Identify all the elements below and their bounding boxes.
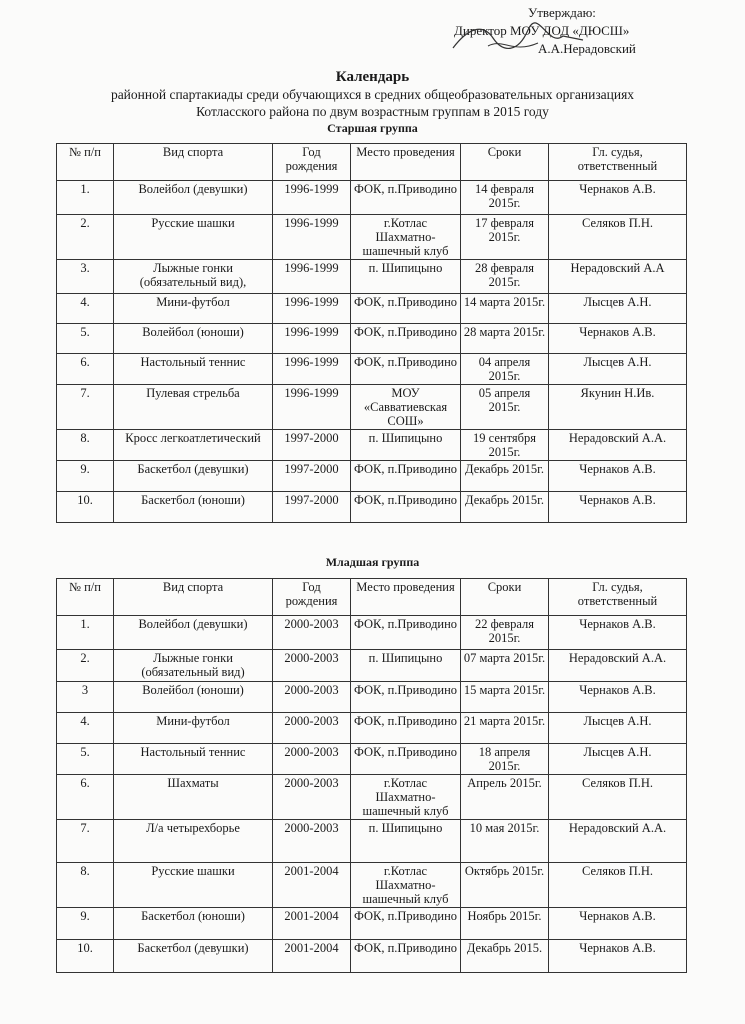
- cell-sport: Настольный теннис: [114, 744, 273, 775]
- cell-judge: Чернаков А.В.: [549, 616, 687, 650]
- table-row: [57, 430, 687, 461]
- cell-year: 2000-2003: [273, 713, 351, 744]
- cell-year: 2000-2003: [273, 616, 351, 650]
- cell-year: 2000-2003: [273, 820, 351, 863]
- cell-dates: Апрель 2015г.: [461, 775, 549, 820]
- approval-position: Директор МОУ ДОД «ДЮСШ»: [454, 23, 630, 38]
- cell-dates: Декабрь 2015г.: [461, 461, 549, 492]
- table-row: [57, 294, 687, 324]
- cell-sport: Шахматы: [114, 775, 273, 820]
- header-dates: Сроки: [461, 144, 549, 181]
- header-sport: Вид спорта: [114, 579, 273, 616]
- cell-year: 1996-1999: [273, 181, 351, 215]
- cell-sport: Мини-футбол: [114, 294, 273, 324]
- cell-judge: Селяков П.Н.: [549, 215, 687, 260]
- cell-judge: Селяков П.Н.: [549, 863, 687, 908]
- cell-num: 6.: [57, 354, 114, 385]
- cell-num: 3: [57, 682, 114, 713]
- cell-num: 1.: [57, 616, 114, 650]
- cell-place: п. Шипицыно: [351, 260, 461, 294]
- table-row: [57, 908, 687, 940]
- table-row: [57, 492, 687, 523]
- title-line-1: районной спартакиады среди обучающихся в средних общеобразовательных организациях: [110, 87, 635, 102]
- cell-place: ФОК, п.Приводино: [351, 908, 461, 940]
- cell-place: п. Шипицыно: [351, 650, 461, 682]
- cell-place: г.Котлас Шахматно-шашечный клуб: [351, 775, 461, 820]
- table-row: [57, 713, 687, 744]
- cell-dates: 22 февраля 2015г.: [461, 616, 549, 650]
- header-dates: Сроки: [461, 579, 549, 616]
- junior-schedule-table: [56, 578, 687, 973]
- cell-num: 5.: [57, 324, 114, 354]
- approval-label: Утверждаю:: [528, 5, 596, 20]
- cell-dates: Декабрь 2015г.: [461, 492, 549, 523]
- cell-judge: Нерадовский А.А: [549, 260, 687, 294]
- document-title: [0, 68, 745, 136]
- cell-dates: 28 марта 2015г.: [461, 324, 549, 354]
- cell-place: МОУ «Савватиевская СОШ»: [351, 385, 461, 430]
- table-header-row: [57, 144, 687, 181]
- cell-judge: Лысцев А.Н.: [549, 294, 687, 324]
- cell-place: г.Котлас Шахматно-шашечный клуб: [351, 863, 461, 908]
- senior-schedule-table: [56, 143, 687, 523]
- cell-judge: Лысцев А.Н.: [549, 354, 687, 385]
- cell-sport: Пулевая стрельба: [114, 385, 273, 430]
- cell-sport: Русские шашки: [114, 215, 273, 260]
- cell-sport: Волейбол (юноши): [114, 682, 273, 713]
- cell-place: ФОК, п.Приводино: [351, 744, 461, 775]
- table-row: [57, 650, 687, 682]
- cell-sport: Лыжные гонки (обязательный вид): [114, 650, 273, 682]
- cell-sport: Баскетбол (юноши): [114, 492, 273, 523]
- cell-dates: 21 марта 2015г.: [461, 713, 549, 744]
- cell-judge: Нерадовский А.А.: [549, 820, 687, 863]
- cell-sport: Настольный теннис: [114, 354, 273, 385]
- table-row: [57, 820, 687, 863]
- cell-year: 2000-2003: [273, 775, 351, 820]
- cell-sport: Баскетбол (девушки): [114, 940, 273, 973]
- cell-num: 8.: [57, 430, 114, 461]
- cell-num: 10.: [57, 492, 114, 523]
- table-row: [57, 260, 687, 294]
- cell-place: ФОК, п.Приводино: [351, 461, 461, 492]
- cell-num: 2.: [57, 215, 114, 260]
- table-row: [57, 682, 687, 713]
- cell-year: 1997-2000: [273, 461, 351, 492]
- cell-judge: Лысцев А.Н.: [549, 713, 687, 744]
- title-heading: Календарь: [335, 69, 410, 85]
- cell-num: 1.: [57, 181, 114, 215]
- cell-num: 5.: [57, 744, 114, 775]
- cell-place: п. Шипицыно: [351, 820, 461, 863]
- cell-dates: 04 апреля 2015г.: [461, 354, 549, 385]
- cell-num: 10.: [57, 940, 114, 973]
- header-year: Год рождения: [273, 144, 351, 181]
- cell-year: 1997-2000: [273, 430, 351, 461]
- cell-year: 1996-1999: [273, 385, 351, 430]
- cell-dates: Октябрь 2015г.: [461, 863, 549, 908]
- cell-num: 9.: [57, 908, 114, 940]
- cell-year: 2001-2004: [273, 940, 351, 973]
- cell-sport: Баскетбол (девушки): [114, 461, 273, 492]
- cell-sport: Кросс легкоатлетический: [114, 430, 273, 461]
- cell-judge: Чернаков А.В.: [549, 682, 687, 713]
- junior-group-title: Младшая группа: [325, 555, 420, 569]
- table-row: [57, 940, 687, 973]
- senior-group-title: Старшая группа: [327, 121, 418, 135]
- cell-year: 1996-1999: [273, 354, 351, 385]
- cell-sport: Русские шашки: [114, 863, 273, 908]
- header-judge: Гл. судья, ответственный: [549, 579, 687, 616]
- cell-dates: 14 марта 2015г.: [461, 294, 549, 324]
- cell-num: 7.: [57, 385, 114, 430]
- cell-year: 1996-1999: [273, 294, 351, 324]
- table-row: [57, 775, 687, 820]
- cell-sport: Волейбол (девушки): [114, 616, 273, 650]
- cell-judge: Чернаков А.В.: [549, 461, 687, 492]
- table-row: [57, 461, 687, 492]
- cell-judge: Якунин Н.Ив.: [549, 385, 687, 430]
- cell-num: 2.: [57, 650, 114, 682]
- cell-place: п. Шипицыно: [351, 430, 461, 461]
- cell-num: 4.: [57, 294, 114, 324]
- cell-year: 2000-2003: [273, 744, 351, 775]
- cell-year: 2001-2004: [273, 908, 351, 940]
- cell-num: 9.: [57, 461, 114, 492]
- table-row: [57, 215, 687, 260]
- cell-year: 1997-2000: [273, 492, 351, 523]
- cell-dates: 05 апреля 2015г.: [461, 385, 549, 430]
- cell-sport: Мини-футбол: [114, 713, 273, 744]
- table-row: [57, 744, 687, 775]
- header-sport: Вид спорта: [114, 144, 273, 181]
- cell-judge: Селяков П.Н.: [549, 775, 687, 820]
- cell-dates: 18 апреля 2015г.: [461, 744, 549, 775]
- header-place: Место проведения: [351, 579, 461, 616]
- cell-num: 3.: [57, 260, 114, 294]
- cell-place: г.Котлас Шахматно-шашечный клуб: [351, 215, 461, 260]
- cell-judge: Чернаков А.В.: [549, 324, 687, 354]
- header-num: № п/п: [57, 144, 114, 181]
- table-row: [57, 616, 687, 650]
- cell-judge: Чернаков А.В.: [549, 181, 687, 215]
- cell-place: ФОК, п.Приводино: [351, 354, 461, 385]
- cell-place: ФОК, п.Приводино: [351, 713, 461, 744]
- cell-dates: Ноябрь 2015г.: [461, 908, 549, 940]
- table-row: [57, 385, 687, 430]
- cell-place: ФОК, п.Приводино: [351, 492, 461, 523]
- table-row: [57, 181, 687, 215]
- cell-dates: 17 февраля 2015г.: [461, 215, 549, 260]
- cell-year: 2000-2003: [273, 650, 351, 682]
- cell-judge: Чернаков А.В.: [549, 492, 687, 523]
- cell-dates: 15 марта 2015г.: [461, 682, 549, 713]
- header-judge: Гл. судья, ответственный: [549, 144, 687, 181]
- cell-place: ФОК, п.Приводино: [351, 682, 461, 713]
- cell-sport: Волейбол (девушки): [114, 181, 273, 215]
- cell-num: 6.: [57, 775, 114, 820]
- cell-sport: Волейбол (юноши): [114, 324, 273, 354]
- cell-dates: 10 мая 2015г.: [461, 820, 549, 863]
- cell-year: 1996-1999: [273, 324, 351, 354]
- cell-judge: Лысцев А.Н.: [549, 744, 687, 775]
- cell-year: 2001-2004: [273, 863, 351, 908]
- cell-num: 7.: [57, 820, 114, 863]
- cell-place: ФОК, п.Приводино: [351, 940, 461, 973]
- cell-dates: 28 февраля 2015г.: [461, 260, 549, 294]
- cell-sport: Лыжные гонки (обязательный вид),: [114, 260, 273, 294]
- table-row: [57, 324, 687, 354]
- cell-judge: Чернаков А.В.: [549, 940, 687, 973]
- header-num: № п/п: [57, 579, 114, 616]
- header-place: Место проведения: [351, 144, 461, 181]
- cell-dates: 19 сентября 2015г.: [461, 430, 549, 461]
- cell-num: 8.: [57, 863, 114, 908]
- cell-dates: 07 марта 2015г.: [461, 650, 549, 682]
- table-row: [57, 863, 687, 908]
- cell-sport: Баскетбол (юноши): [114, 908, 273, 940]
- cell-dates: 14 февраля 2015г.: [461, 181, 549, 215]
- title-line-2: Котласского района по двум возрастным группам в 2015 году: [196, 104, 549, 119]
- cell-judge: Чернаков А.В.: [549, 908, 687, 940]
- cell-sport: Л/а четырехборье: [114, 820, 273, 863]
- approval-name: А.А.Нерадовский: [538, 41, 636, 56]
- cell-place: ФОК, п.Приводино: [351, 294, 461, 324]
- cell-place: ФОК, п.Приводино: [351, 181, 461, 215]
- cell-num: 4.: [57, 713, 114, 744]
- table-header-row: [57, 579, 687, 616]
- header-year: Год рождения: [273, 579, 351, 616]
- cell-year: 2000-2003: [273, 682, 351, 713]
- cell-place: ФОК, п.Приводино: [351, 324, 461, 354]
- cell-year: 1996-1999: [273, 215, 351, 260]
- cell-judge: Нерадовский А.А.: [549, 430, 687, 461]
- cell-judge: Нерадовский А.А.: [549, 650, 687, 682]
- cell-place: ФОК, п.Приводино: [351, 616, 461, 650]
- cell-dates: Декабрь 2015.: [461, 940, 549, 973]
- signature-scribble: [448, 18, 588, 58]
- cell-year: 1996-1999: [273, 260, 351, 294]
- table-row: [57, 354, 687, 385]
